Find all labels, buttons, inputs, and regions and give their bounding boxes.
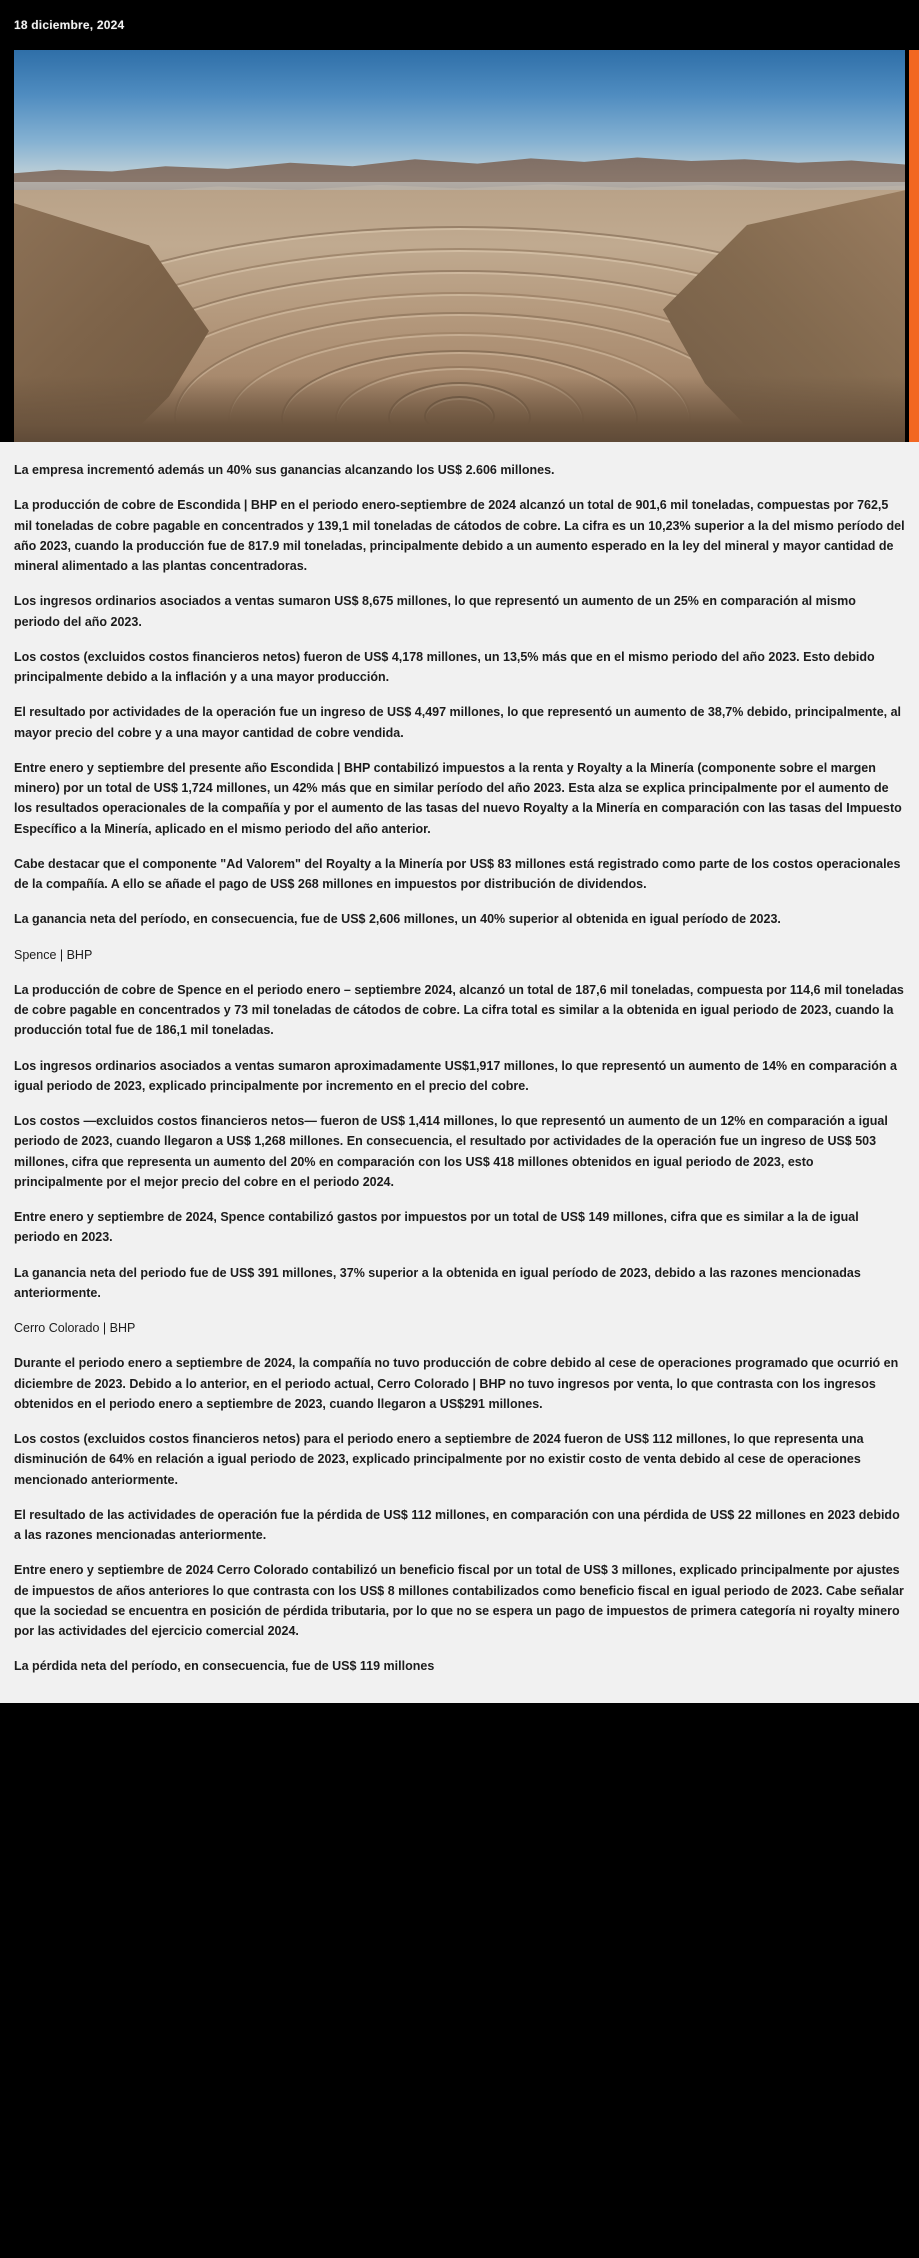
section-heading-cerro-colorado: Cerro Colorado | BHP — [14, 1321, 136, 1335]
article-paragraph: Durante el periodo enero a septiembre de 2024, la compañía no tuvo producción de cobre debido al cese de operaciones programado que ocurrió en diciembre de 2023. Debido a lo anterior, en el periodo actual, Cerro Colorado | BHP no tuvo ingresos por venta, lo que contrasta con los ingresos obtenidos en el periodo enero a septiembre de 2023, cuando llegaron a US$291 millones. — [14, 1356, 899, 1411]
article-paragraph: La ganancia neta del periodo fue de US$ 391 millones, 37% superior a la obtenida en igual período de 2023, debido a las razones mencionadas anteriormente. — [14, 1265, 861, 1300]
article-paragraph: La producción de cobre de Spence en el periodo enero – septiembre 2024, alcanzó un total de 187,6 mil toneladas, compuesta por 114,6 mil toneladas de cobre pagable en concentrados y 73 mil toneladas de cátodos de cobre. La cifra total es similar a la obtenida en igual periodo de 2023, cuando la producción total fue de 186,1 mil toneladas. — [14, 982, 904, 1038]
article-paragraph: Los costos (excluidos costos financieros netos) fueron de US$ 4,178 millones, un 13,5% más que en el mismo periodo del año 2023. Esto debido principalmente debido a la inflación y a una mayor producción. — [14, 649, 875, 684]
section-heading-spence: Spence | BHP — [14, 947, 93, 962]
article-paragraph: La producción de cobre de Escondida | BHP en el periodo enero-septiembre de 2024 alcanzó un total de 901,6 mil toneladas, compuestas por 762,5 mil toneladas de cobre pagable en concentrados y 139,1 mil toneladas de cátodos de cobre. La cifra es un 10,23% superior a la del mismo período del año 2023, cuando la producción fue de 817.9 mil toneladas, principalmente debido a un aumento esperado en la ley del mineral y mayor cantidad de mineral alimentado a las plantas concentradoras. — [14, 498, 905, 573]
accent-bar — [909, 50, 919, 442]
hero-image — [14, 50, 905, 442]
article-paragraph: Cabe destacar que el componente "Ad Valorem" del Royalty a la Minería por US$ 83 millones está registrado como parte de los costos operacionales de la compañía. A ello se añade el pago de US$ 268 millones en impuestos por distribución de dividendos. — [14, 856, 901, 891]
article-paragraph: El resultado por actividades de la operación fue un ingreso de US$ 4,497 millones, lo que representó un aumento de 38,7% debido, principalmente, al mayor precio del cobre y a una mayor cantidad de cobre vendida. — [14, 705, 902, 740]
article-body — [0, 442, 919, 1703]
article-paragraph: La pérdida neta del período, en consecuencia, fue de US$ 119 millones — [14, 1659, 435, 1674]
sky-layer — [14, 50, 905, 178]
article-paragraph: Los ingresos ordinarios asociados a ventas sumaron US$ 8,675 millones, lo que representó un aumento de un 25% en comparación al mismo periodo del año 2023. — [14, 594, 856, 629]
article-paragraph: La ganancia neta del período, en consecuencia, fue de US$ 2,606 millones, un 40% superior al obtenida en igual período de 2023. — [14, 912, 781, 927]
publish-date: 18 diciembre, 2024 — [14, 18, 125, 32]
date-bar — [0, 0, 919, 50]
hero-illustration — [14, 50, 905, 442]
article-paragraph: Los costos (excluidos costos financieros netos) para el periodo enero a septiembre de 2024 fueron de US$ 112 millones, lo que representa una disminución de 64% en relación a igual periodo de 2023, explicado principalmente por no existir costo de venta debido al cese de operaciones mencionado anteriormente. — [14, 1432, 864, 1487]
article-paragraph: Los ingresos ordinarios asociados a ventas sumaron aproximadamente US$1,917 millones, lo que representó un aumento de 14% en comparación a igual periodo de 2023, explicado principalmente por incremento en el precio del cobre. — [14, 1058, 897, 1093]
article-paragraph: Entre enero y septiembre de 2024, Spence contabilizó gastos por impuestos por un total de US$ 149 millones, cifra que es similar a la de igual periodo en 2023. — [14, 1210, 859, 1245]
article-paragraph: Entre enero y septiembre de 2024 Cerro Colorado contabilizó un beneficio fiscal por un total de US$ 3 millones, explicado principalmente por ajustes de impuestos de años anteriores lo que contrasta con los US$ 8 millones contabilizados como beneficio fiscal en igual periodo de 2023. Cabe señalar que la sociedad se encuentra en posición de pérdida tributaria, por lo que no se espera un pago de impuestos de primera categoría ni royalty minero por las actividades del ejercicio comercial 2024. — [14, 1563, 904, 1638]
foreground-rock-bottom — [14, 376, 905, 442]
article-paragraph: El resultado de las actividades de operación fue la pérdida de US$ 112 millones, en comparación con una pérdida de US$ 22 millones en 2023 debido a las razones mencionadas anteriormente. — [14, 1507, 900, 1542]
article-paragraph: La empresa incrementó además un 40% sus ganancias alcanzando los US$ 2.606 millones. — [14, 463, 555, 477]
article-paragraph: Los costos —excluidos costos financieros netos— fueron de US$ 1,414 millones, lo que representó un aumento de un 12% en comparación a igual periodo de 2023, cuando llegaron a US$ 1,268 millones. En consecuencia, el resultado por actividades de la operación fue un ingreso de US$ 503 millones, cifra que representa un aumento del 20% en comparación con los US$ 418 millones obtenidos en igual periodo de 2023, esto principalmente por el mejor precio del cobre en el periodo 2024. — [14, 1114, 888, 1189]
article-paragraph: Entre enero y septiembre del presente año Escondida | BHP contabilizó impuestos a la renta y Royalty a la Minería (componente sobre el margen minero) por un total de US$ 1,724 millones, un 42% más que en similar período del año 2023. Esta alza se explica principalmente por el aumento de los resultados operacionales de la compañía y por el aumento de las tasas del nuevo Royalty a la Minería en comparación con las tasas del Impuesto Específico a la Minería, aplicado en el mismo periodo del año anterior. — [14, 760, 902, 836]
